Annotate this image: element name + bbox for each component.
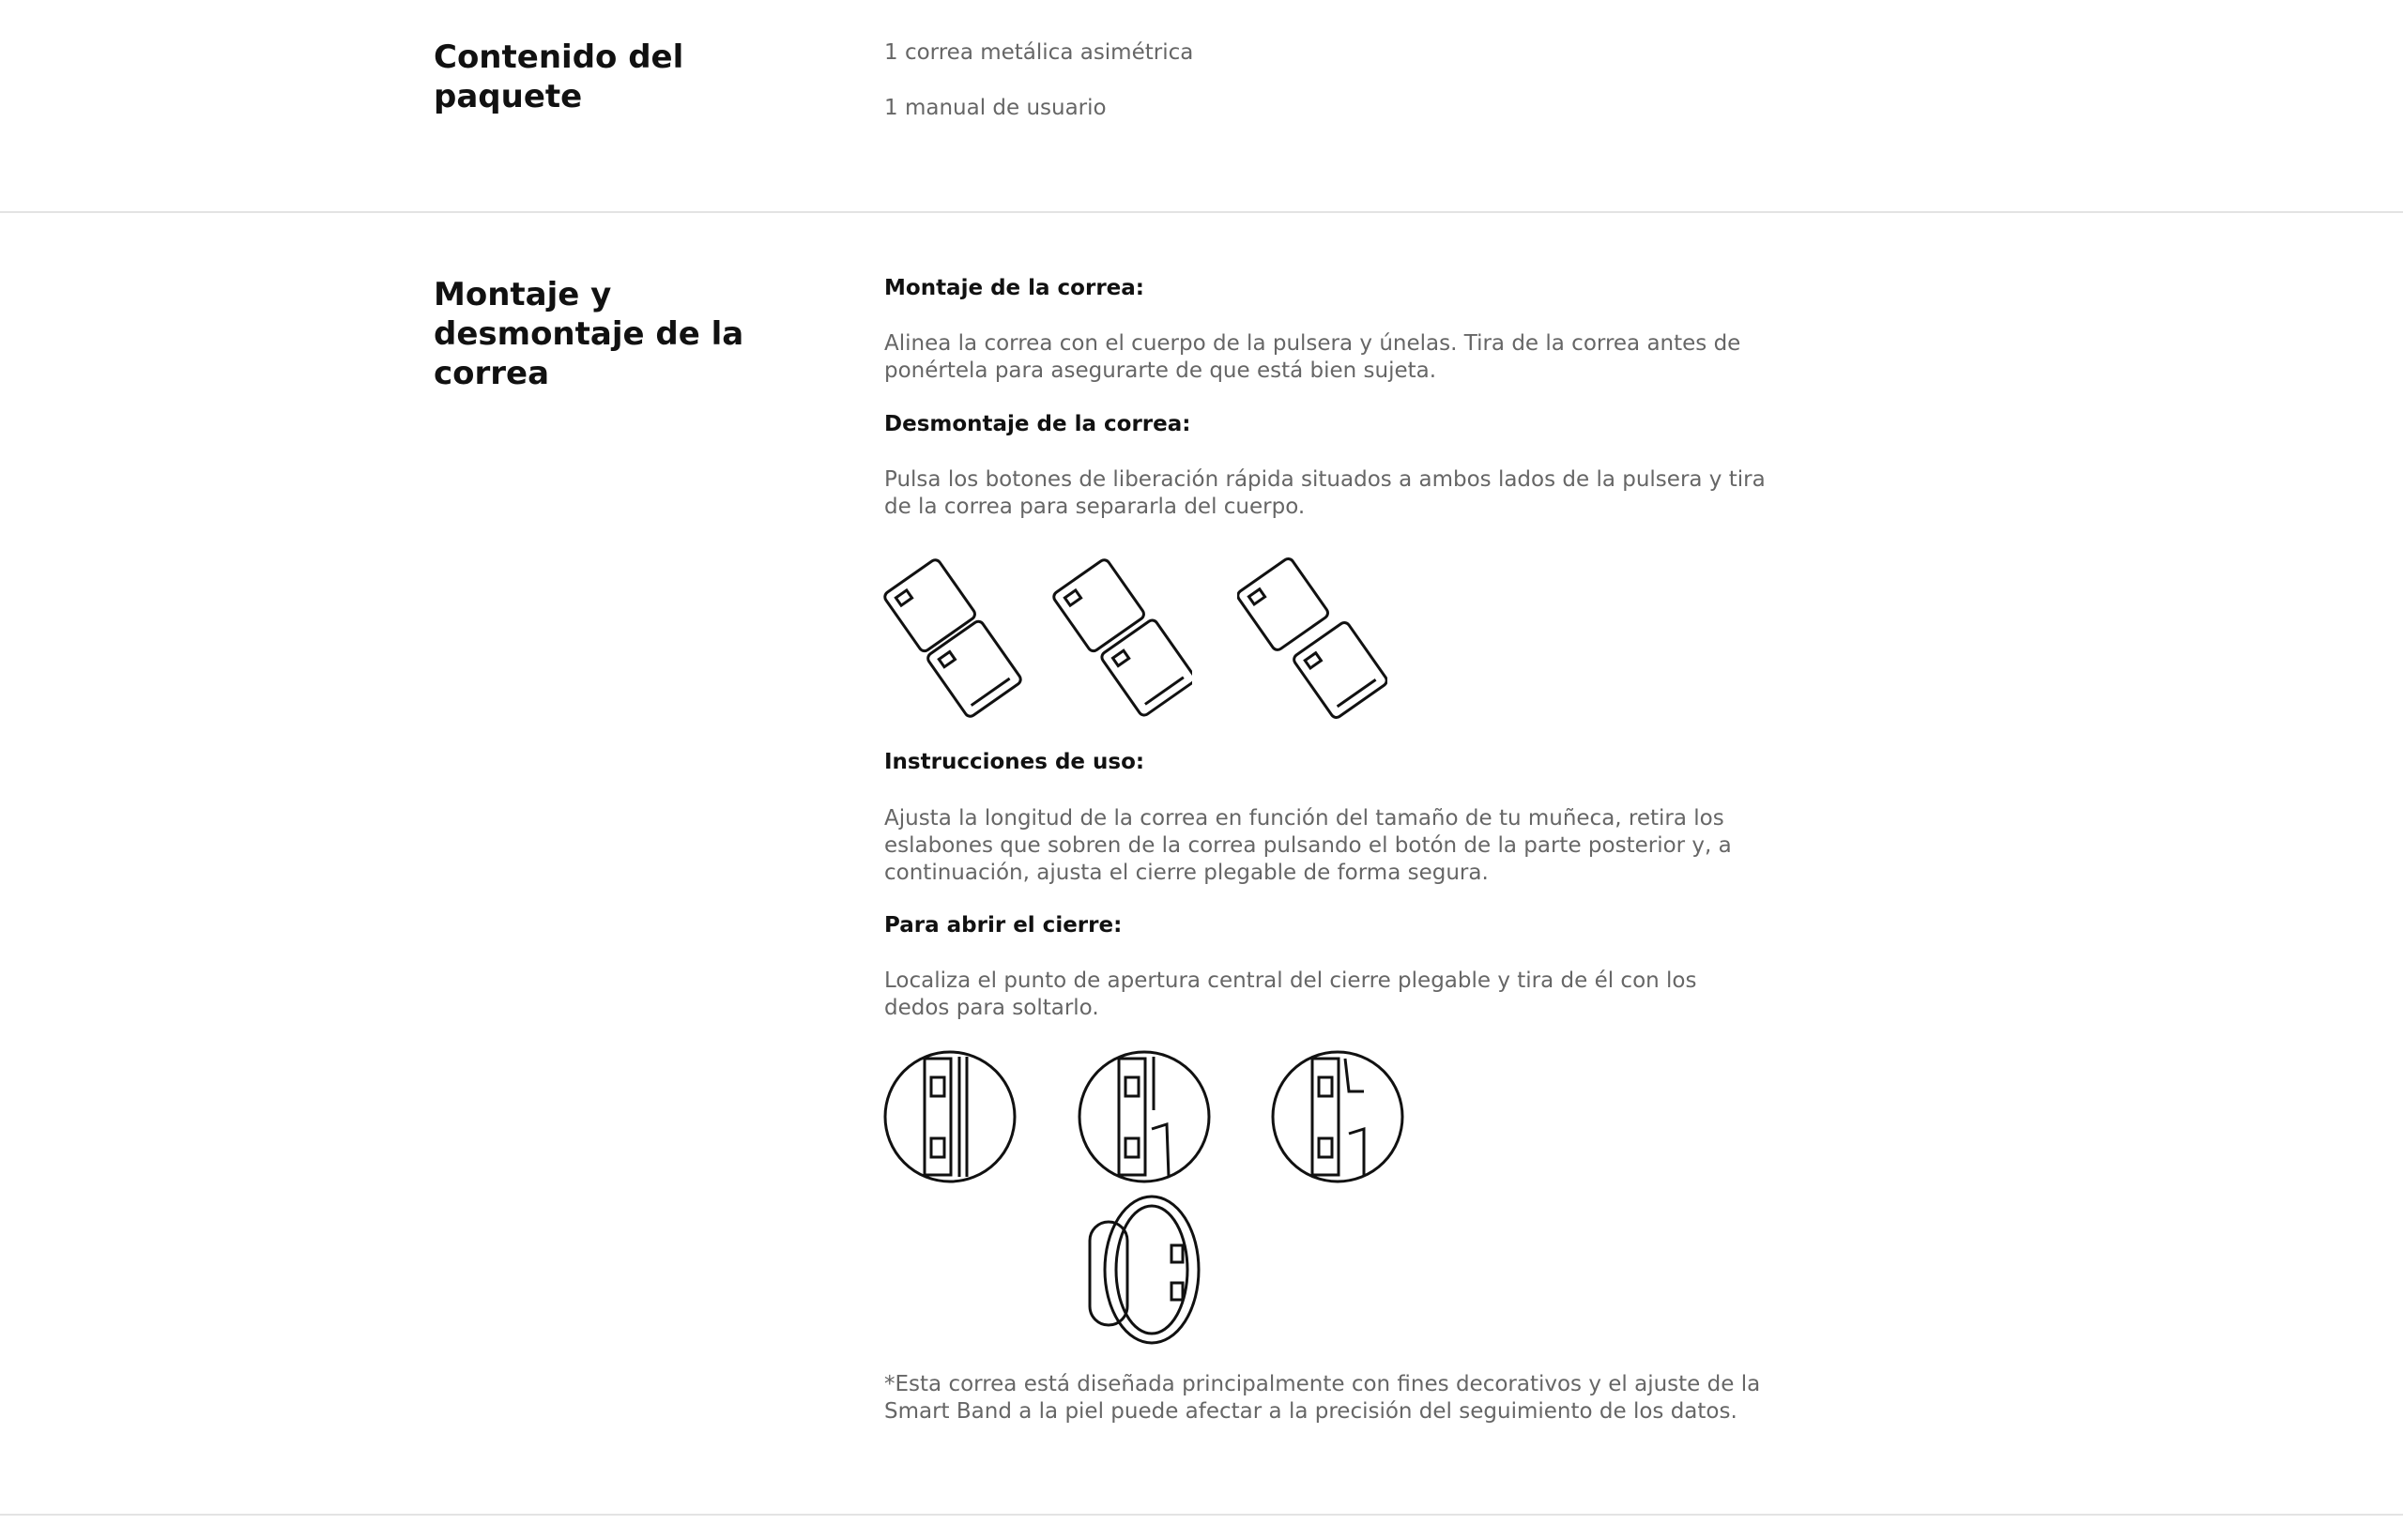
section-divider — [0, 1514, 2403, 1516]
package-item: 1 correa metálica asimétrica — [884, 40, 1194, 65]
clasp-step-illustration — [1077, 1049, 1212, 1184]
unmount-text: Pulsa los botones de liberación rápida situados a ambos lados de la pulsera y tira de la correa para separarla del cuerpo. — [884, 467, 1766, 519]
clasp-step-illustration — [1270, 1049, 1405, 1184]
clasp-heading: Para abrir el cierre: — [884, 913, 1123, 938]
usage-heading: Instrucciones de uso: — [884, 750, 1145, 774]
strap-link-illustration — [1051, 554, 1192, 723]
unmount-heading: Desmontaje de la correa: — [884, 412, 1191, 436]
section-title-mounting: Montaje y desmontaje de la correa — [434, 276, 744, 392]
strap-link-illustration — [882, 554, 1023, 723]
strap-link-illustration — [1237, 554, 1387, 723]
section-title-package: Contenido del paquete — [434, 38, 684, 115]
footnote: *Esta correa está diseñada principalmente con fines decorativos y el ajuste de la Smart Band a la piel puede afectar a la precisión del seguimiento de los datos. — [884, 1372, 1761, 1424]
section-divider — [0, 211, 2403, 213]
smart-band-illustration — [1084, 1194, 1201, 1346]
package-item: 1 manual de usuario — [884, 96, 1107, 120]
mount-heading: Montaje de la correa: — [884, 276, 1144, 300]
mount-text: Alinea la correa con el cuerpo de la pulsera y únelas. Tira de la correa antes de ponértela para asegurarte de que está bien sujeta. — [884, 331, 1741, 383]
clasp-step-illustration — [882, 1049, 1018, 1184]
clasp-text: Localiza el punto de apertura central del cierre plegable y tira de él con los dedos para soltarlo. — [884, 968, 1697, 1020]
usage-text: Ajusta la longitud de la correa en función del tamaño de tu muñeca, retira los eslabones que sobren de la correa pulsando el botón de la parte posterior y, a continuación, ajusta el cierre plegable de forma segura. — [884, 806, 1732, 885]
